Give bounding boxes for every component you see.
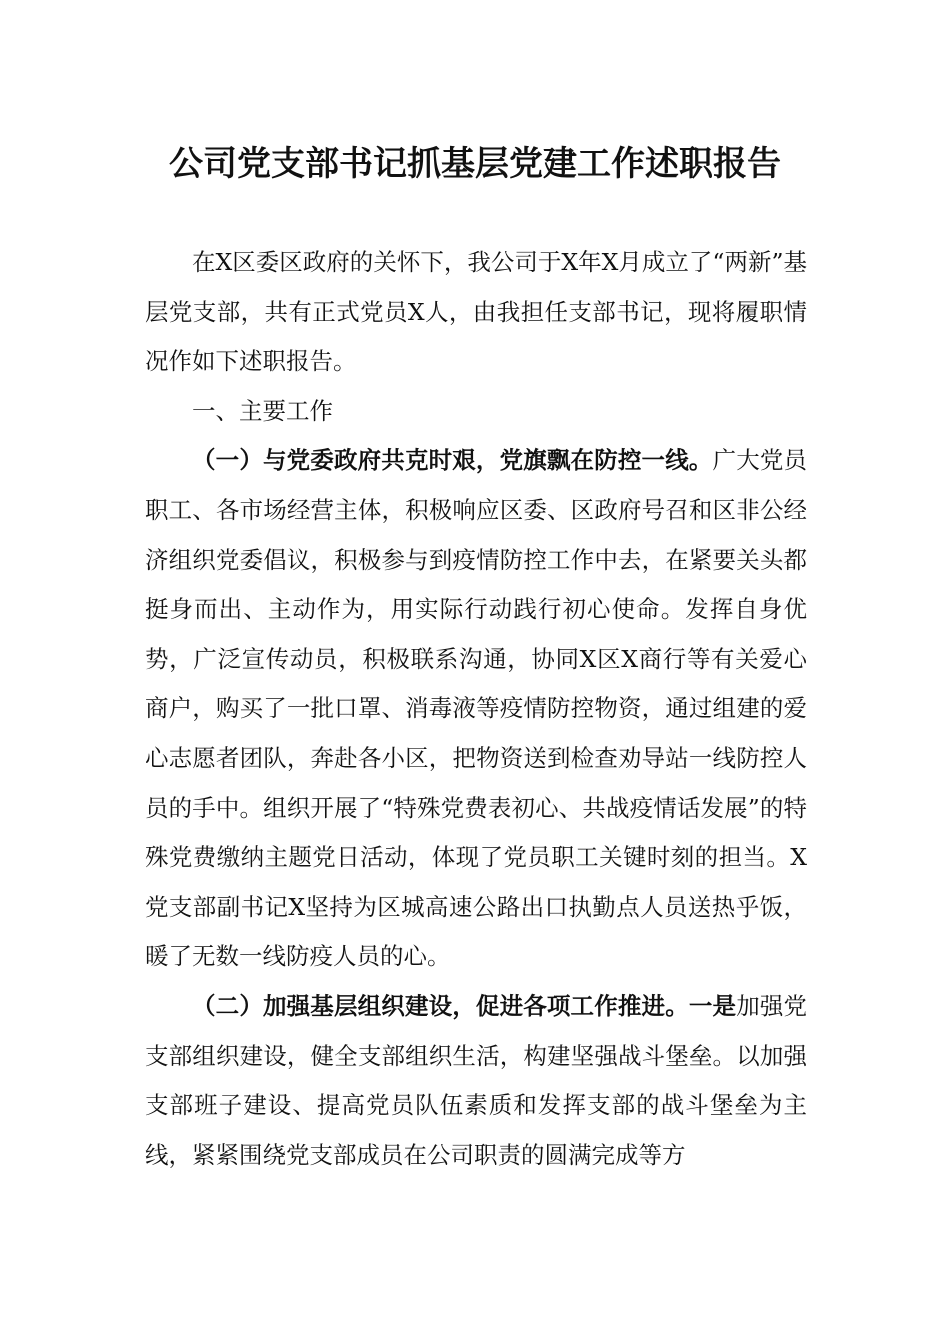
item-lead-2: （二）加强基层组织建设，促进各项工作推进。 [192,991,689,1020]
section-heading-main-work: 一、主要工作 [192,396,333,425]
intro-paragraph: 在X区委区政府的关怀下，我公司于X年X月成立了“两新”基层党支部，共有正式党员X人，由我担任支部书记，现将履职情况作如下述职报告。 [145,248,807,376]
item-sublead-2: 一是 [688,991,737,1020]
item-paragraph-2 [145,982,807,1180]
document-title: 公司党支部书记抓基层党建工作述职报告 [169,144,781,184]
item-text-2: 加强党支部组织建设，健全支部组织生活，构建坚强战斗堡垒。以加强支部班子建设、提高党员队伍素质和发挥支部的战斗堡垒为主线，紧紧围绕党支部成员在公司职责的圆满完成等方 [145,991,808,1169]
item-paragraph-1 [145,436,807,982]
document-body [145,238,807,1180]
item-lead-1: （一）与党委政府共克时艰，党旗飘在防控一线。 [192,446,713,475]
item-text-1: 广大党员职工、各市场经营主体，积极响应区委、区政府号召和区非公经济组织党委倡议，积极参与到疫情防控工作中去，在紧要关头都挺身而出、主动作为，用实际行动践行初心使命。发挥自身优势，广泛宣传动员，积极联系沟通，协同X区X商行等有关爱心商户，购买了一批口罩、消毒液等疫情防控物资，通过组建的爱心志愿者团队，奔赴各小区，把物资送到检查劝导站一线防控人员的手中。组织开展了“特殊党费表初心、共战疫情话发展”的特殊党费缴纳主题党日活动，体现了党员职工关键时刻的担当。X党支部副书记X坚持为区城高速公路出口执勤点人员送热乎饭，暖了无数一线防疫人员的心。 [145,446,808,971]
